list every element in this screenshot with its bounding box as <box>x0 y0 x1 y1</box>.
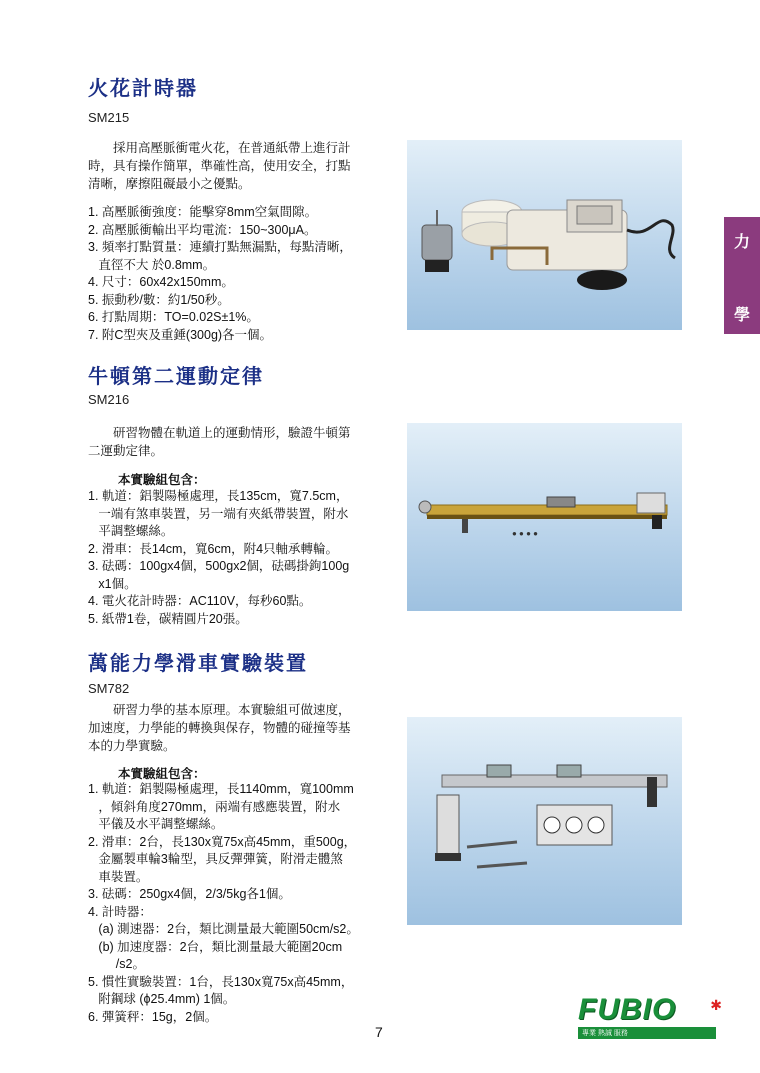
spec-item: 直徑不大 於0.8mm。 <box>88 257 216 272</box>
brand-logo <box>578 995 722 1037</box>
spec-item: 金屬製車輪3輪型，具反彈彈簧，附滑走體煞 <box>88 852 343 866</box>
spec-item: 3. 頻率打點質量：連續打點無漏點，每點清晰， <box>88 240 352 254</box>
section-title-sm782: 萬能力學滑車實驗裝置 <box>88 653 308 675</box>
svg-text:● ● ● ●: ● ● ● ● <box>512 529 538 538</box>
spec-item: 平調整螺絲。 <box>88 524 174 538</box>
spec-item: 5. 慣性實驗裝置：1台，長130x寬75x高45mm， <box>88 974 354 989</box>
spec-item: (a) 測速器：2台，類比測量最大範圍50cm/s2。 <box>88 922 359 936</box>
product-photo-spark-timer <box>407 140 682 330</box>
spec-list-sm216 <box>88 488 349 628</box>
intro-sm782 <box>88 701 388 755</box>
intro-sm216 <box>88 424 388 460</box>
intro-line: 研習力學的基本原理。本實驗組可做速度， <box>88 703 351 717</box>
side-tab-char: 學 <box>733 307 750 324</box>
spec-item: 3. 砝碼：100gx4個，500gx2個，砝碼掛鉤100g <box>88 559 350 573</box>
spec-item: 1. 軌道：鋁製陽極處理，長135cm，寬7.5cm， <box>88 489 349 503</box>
intro-line: 本的力學實驗。 <box>88 739 176 753</box>
product-code-sm782: SM782 <box>88 681 130 696</box>
spec-item: /s2。 <box>88 957 145 971</box>
intro-line: 研習物體在軌道上的運動情形，驗證牛頓第 <box>88 426 351 440</box>
spec-item: 車裝置。 <box>88 869 149 884</box>
spec-item: 3. 砝碼：250gx4個，2/3/5kg各1個。 <box>88 887 291 901</box>
product-code-sm215: SM215 <box>88 110 130 125</box>
spec-item: 一端有煞車裝置，另一端有夾紙帶裝置，附水 <box>88 506 349 521</box>
maple-leaf-icon: ✱ <box>710 997 722 1013</box>
intro-line: 清晰，摩擦阻礙最小之優點。 <box>88 177 251 191</box>
category-side-tab <box>724 217 760 334</box>
spec-item: 2. 高壓脈衝輸出平均電流：150~300μA。 <box>88 222 317 237</box>
product-code-sm216: SM216 <box>88 392 130 407</box>
product-photo-track <box>407 423 682 611</box>
section-title-sm215: 火花計時器 <box>88 78 198 100</box>
spec-item: 7. 附C型夾及重錘(300g)各一個。 <box>88 327 273 342</box>
spec-item: 6. 打點周期：TO=0.02S±1%。 <box>88 310 259 324</box>
logo-text: FUBIO <box>578 993 677 1026</box>
intro-line: 時，具有操作簡單，準確性高，使用安全，打點 <box>88 159 351 173</box>
intro-line: 二運動定律。 <box>88 444 164 458</box>
spec-item: 附鋼球 (ϕ25.4mm) 1個。 <box>88 992 236 1006</box>
spec-item: 4. 尺寸：60x42x150mm。 <box>88 275 234 289</box>
spec-item: x1個。 <box>88 576 137 591</box>
spec-item: 平儀及水平調整螺絲。 <box>88 817 224 831</box>
subheading-sm782: 本實驗組包含： <box>118 767 206 781</box>
spec-item: 4. 計時器： <box>88 904 152 919</box>
product-photo-cart-apparatus <box>407 717 682 925</box>
intro-sm215 <box>88 139 388 193</box>
spec-item: 5. 振動秒/數：約1/50秒。 <box>88 292 230 307</box>
spec-item: 1. 軌道：鋁製陽極處理，長1140mm，寬100mm <box>88 782 354 796</box>
intro-line: 採用高壓脈衝電火花，在普通紙帶上進行計 <box>88 141 351 155</box>
spec-item: 5. 紙帶1卷，碳精圓片20張。 <box>88 611 248 626</box>
side-tab-char: 力 <box>733 234 750 251</box>
spec-item: 2. 滑車：2台，長130x寬75x高45mm，重500g， <box>88 834 357 849</box>
intro-line: 加速度，力學能的轉換與保存，物體的碰撞等基 <box>88 721 351 735</box>
spec-item: (b) 加速度器：2台，類比測量最大範圍20cm <box>88 939 343 954</box>
spec-item: 2. 滑車：長14cm，寬6cm，附4只軸承轉輪。 <box>88 541 339 556</box>
section-title-sm216: 牛頓第二運動定律 <box>88 366 264 388</box>
spec-item: 6. 彈簧秤：15g，2個。 <box>88 1009 218 1024</box>
spec-item: ，傾斜角度270mm，兩端有感應裝置，附水 <box>88 799 341 814</box>
subheading-sm216: 本實驗組包含： <box>118 473 206 487</box>
spec-list-sm782 <box>88 781 359 1026</box>
spec-item: 1. 高壓脈衝強度：能擊穿8mm空氣間隙。 <box>88 205 318 219</box>
spec-item: 4. 電火花計時器：AC110V，每秒60點。 <box>88 594 312 608</box>
logo-tagline: 專業 熱誠 服務 <box>578 1027 716 1039</box>
spec-list-sm215 <box>88 204 352 344</box>
page-number: 7 <box>375 1024 383 1040</box>
